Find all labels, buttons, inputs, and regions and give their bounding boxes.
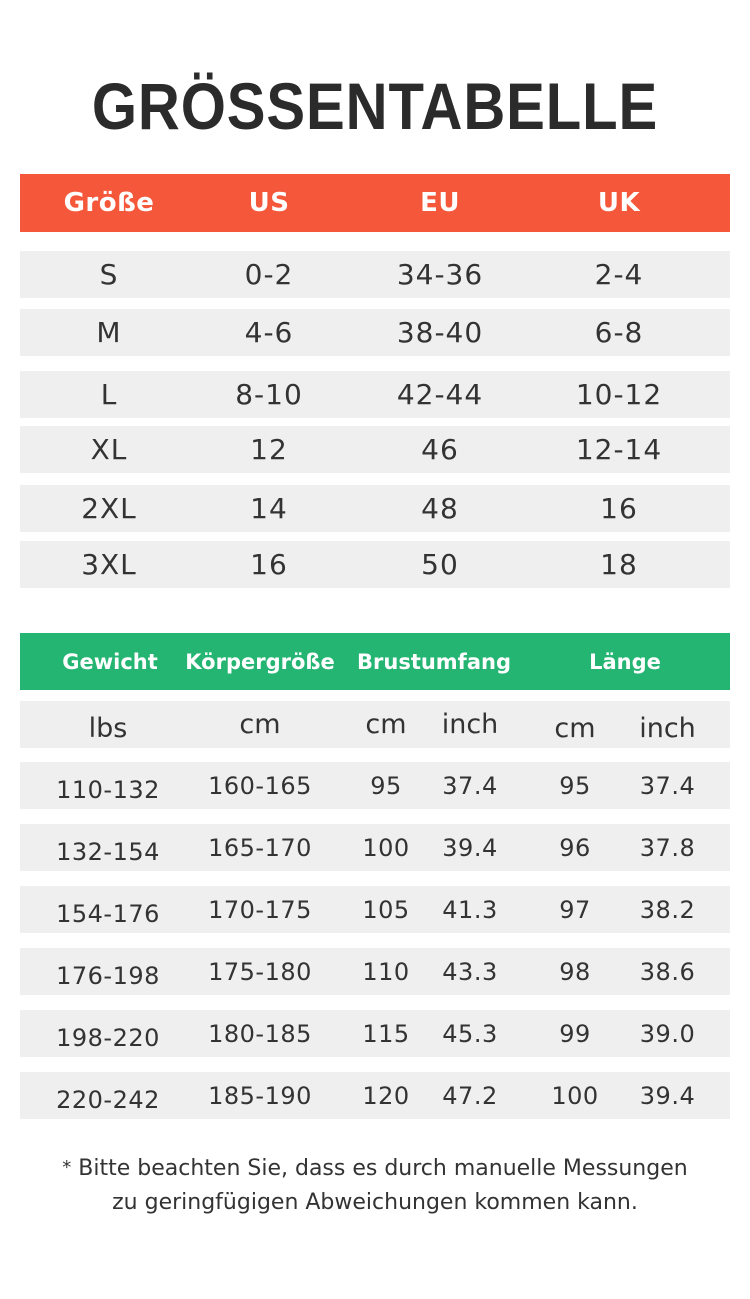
unit-chest-cm: cm: [365, 709, 407, 740]
length-cm-cell: 96: [559, 833, 591, 862]
size-row: [20, 371, 730, 418]
unit-length-cm: cm: [554, 713, 596, 744]
chest-inch-cell: 39.4: [442, 833, 498, 862]
eu-cell: 48: [421, 492, 459, 525]
weight-cell: 198-220: [56, 1023, 160, 1052]
uk-cell: 2-4: [594, 258, 644, 291]
length-cm-cell: 100: [551, 1081, 599, 1110]
weight-cell: 132-154: [56, 837, 160, 866]
size-row: [20, 541, 730, 588]
height-cell: 170-175: [208, 895, 312, 924]
measure-row: [20, 886, 730, 933]
length-inch-cell: 38.2: [639, 895, 696, 924]
footnote-star: *: [62, 1157, 72, 1178]
header-brustumfang: Brustumfang: [357, 649, 511, 674]
size-table-header: [20, 174, 730, 232]
footnote-text-1: Bitte beachten Sie, dass es durch manuelle Messungen: [78, 1156, 688, 1181]
uk-cell: 16: [600, 492, 638, 525]
us-cell: 0-2: [244, 258, 294, 291]
header-eu: EU: [420, 188, 460, 218]
header-koerpergroesse: Körpergröße: [185, 649, 335, 674]
eu-cell: 42-44: [396, 378, 484, 411]
height-cell: 180-185: [208, 1019, 312, 1048]
size-row: [20, 485, 730, 532]
footnote-line-1: [0, 1151, 750, 1186]
footnote: [0, 1151, 750, 1220]
us-cell: 12: [250, 433, 288, 466]
weight-cell: 220-242: [56, 1085, 160, 1114]
unit-height-cm: cm: [239, 709, 281, 740]
chest-cm-cell: 105: [362, 895, 410, 924]
header-uk: UK: [597, 188, 641, 218]
size-cell: 2XL: [81, 492, 137, 525]
weight-cell: 110-132: [56, 775, 160, 804]
chest-inch-cell: 41.3: [442, 895, 498, 924]
length-cm-cell: 98: [559, 957, 591, 986]
weight-cell: 154-176: [56, 899, 160, 928]
height-cell: 175-180: [208, 957, 312, 986]
uk-cell: 18: [600, 548, 638, 581]
size-row: [20, 426, 730, 473]
unit-lbs: lbs: [88, 713, 128, 744]
eu-cell: 50: [421, 548, 459, 581]
chest-cm-cell: 120: [362, 1081, 410, 1110]
header-groesse: Größe: [63, 188, 155, 218]
length-cm-cell: 95: [559, 771, 591, 800]
measure-row: [20, 762, 730, 809]
weight-cell: 176-198: [56, 961, 160, 990]
uk-cell: 12-14: [575, 433, 663, 466]
height-cell: 160-165: [208, 771, 312, 800]
chest-inch-cell: 47.2: [442, 1081, 498, 1110]
header-gewicht: Gewicht: [62, 649, 158, 674]
size-row: [20, 309, 730, 356]
length-cm-cell: 99: [559, 1019, 591, 1048]
us-cell: 16: [250, 548, 288, 581]
length-cm-cell: 97: [559, 895, 591, 924]
measure-table-header: [20, 633, 730, 690]
measure-row: [20, 824, 730, 871]
chest-inch-cell: 45.3: [442, 1019, 498, 1048]
us-cell: 14: [250, 492, 288, 525]
length-inch-cell: 37.8: [639, 833, 696, 862]
eu-cell: 34-36: [396, 258, 484, 291]
size-cell: 3XL: [81, 548, 137, 581]
size-cell: L: [100, 378, 118, 411]
chest-cm-cell: 100: [362, 833, 410, 862]
eu-cell: 46: [421, 433, 459, 466]
chest-cm-cell: 110: [362, 957, 410, 986]
length-inch-cell: 39.4: [639, 1081, 696, 1110]
size-cell: S: [99, 258, 119, 291]
unit-chest-inch: inch: [441, 709, 499, 740]
size-row: [20, 251, 730, 298]
measure-row: [20, 948, 730, 995]
size-cell: XL: [90, 433, 128, 466]
uk-cell: 6-8: [594, 316, 644, 349]
units-row: [20, 701, 730, 748]
chest-inch-cell: 37.4: [442, 771, 498, 800]
height-cell: 165-170: [208, 833, 312, 862]
header-laenge: Länge: [589, 649, 661, 674]
measure-row: [20, 1010, 730, 1057]
height-cell: 185-190: [208, 1081, 312, 1110]
length-inch-cell: 39.0: [639, 1019, 696, 1048]
measure-row: [20, 1072, 730, 1119]
chest-cm-cell: 95: [370, 771, 402, 800]
chest-inch-cell: 43.3: [442, 957, 498, 986]
us-cell: 8-10: [235, 378, 303, 411]
header-us: US: [248, 188, 290, 218]
footnote-line-2: zu geringfügigen Abweichungen kommen kann.: [112, 1190, 638, 1215]
chest-cm-cell: 115: [362, 1019, 410, 1048]
length-inch-cell: 38.6: [639, 957, 696, 986]
us-cell: 4-6: [244, 316, 294, 349]
unit-length-inch: inch: [639, 713, 696, 744]
size-cell: M: [96, 316, 122, 349]
uk-cell: 10-12: [575, 378, 663, 411]
page-title: GRÖSSENTABELLE: [91, 69, 659, 143]
length-inch-cell: 37.4: [639, 771, 696, 800]
eu-cell: 38-40: [396, 316, 484, 349]
